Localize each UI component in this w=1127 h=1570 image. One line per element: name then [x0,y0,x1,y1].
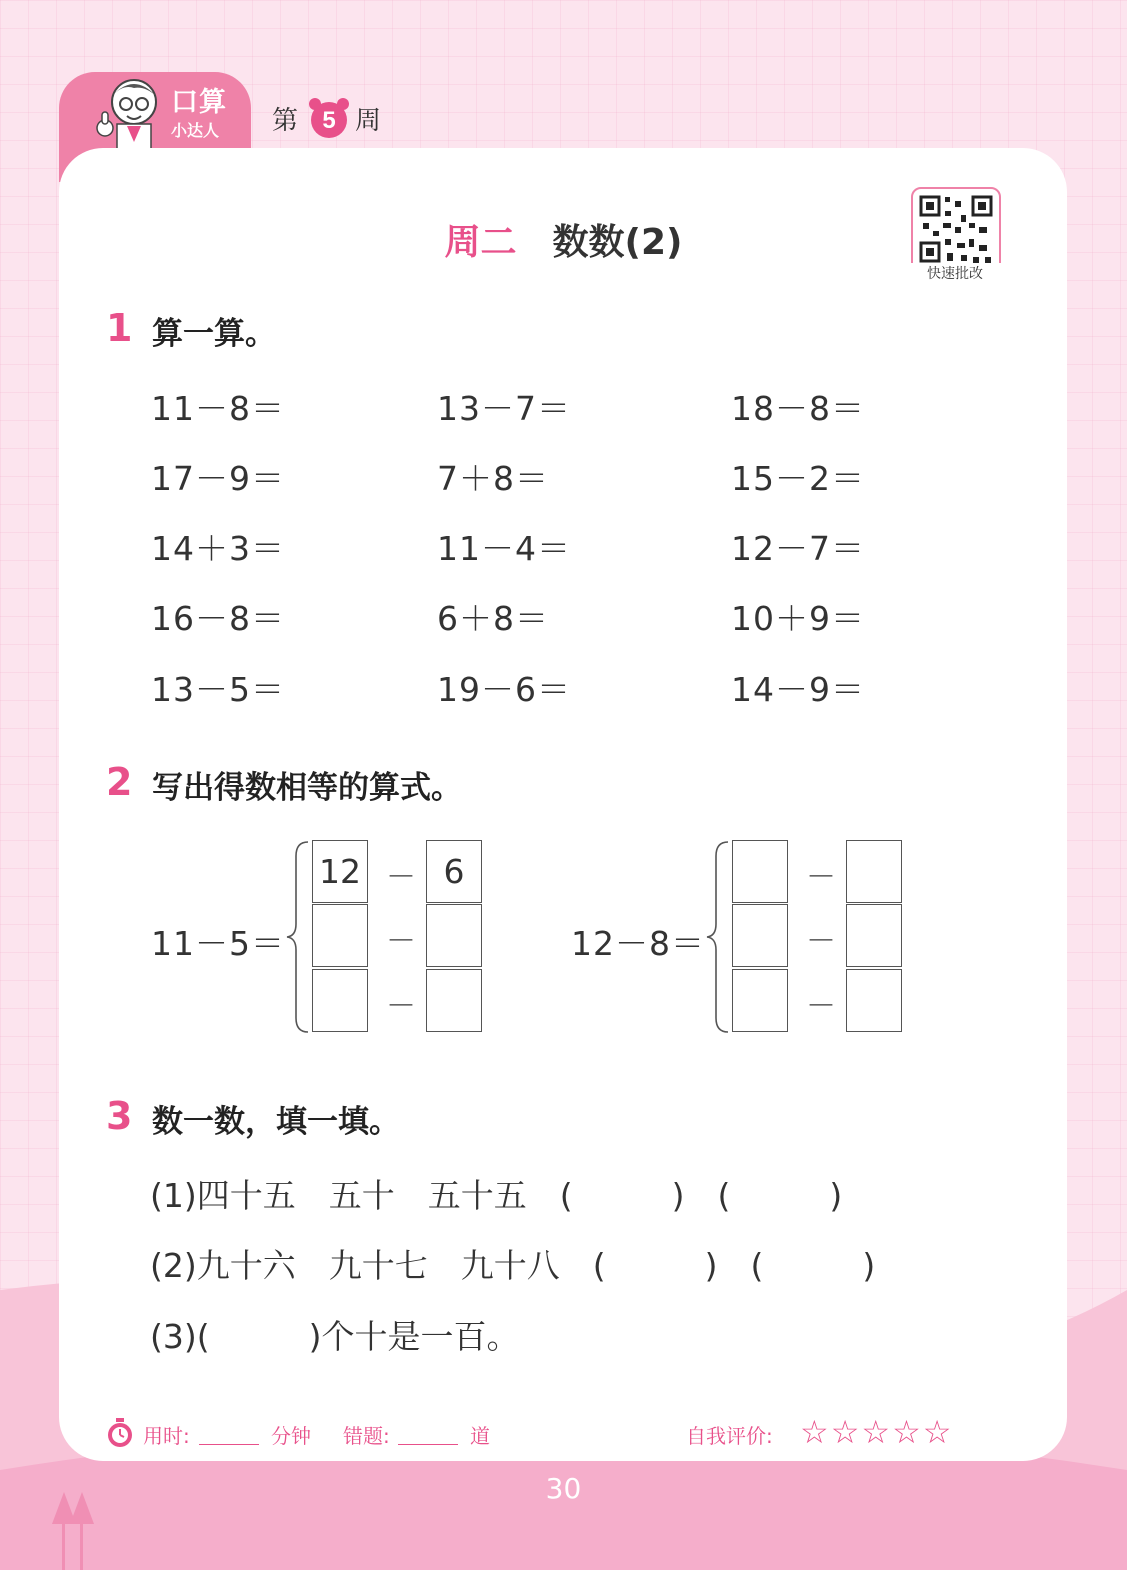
answer-box[interactable] [846,840,902,903]
answer-box[interactable] [732,969,788,1032]
answer-box[interactable]: 12 [312,840,368,903]
section-2-title: 写出得数相等的算式。 [152,770,462,806]
fill-item-1[interactable]: (1)四十五 五十 五十五 ( ) ( ) [150,1176,843,1215]
mascot-boy-icon [79,72,174,152]
minus-sign: － [386,924,416,959]
count-label: 道 [470,1424,490,1448]
minus-sign: － [386,860,416,895]
minus-sign: － [806,860,836,895]
group-1-equation: 11－5＝ [151,924,285,963]
left-brace-icon [282,840,312,1034]
section-1-number: 1 [106,306,133,350]
equation: 10＋9＝ [731,599,865,638]
self-eval-label: 自我评价: [686,1424,773,1448]
equation: 11－4＝ [437,529,571,568]
week-suffix: 周 [355,106,382,136]
answer-box[interactable] [846,969,902,1032]
brand-title: 口算 [171,87,227,118]
qr-code-icon [915,191,997,273]
qr-label: 快速批改 [905,263,1005,283]
equation: 14－9＝ [731,670,865,709]
equation: 13－5＝ [151,670,285,709]
equation: 13－7＝ [437,389,571,428]
time-blank[interactable] [199,1420,259,1445]
answer-box[interactable]: 6 [426,840,482,903]
errors-label: 错题: [343,1424,390,1448]
equation: 17－9＝ [151,459,285,498]
page-title-day: 周二 [444,222,517,263]
rating-stars[interactable]: ☆☆☆☆☆ [800,1413,954,1451]
minus-sign: － [386,989,416,1024]
section-2-number: 2 [106,760,133,804]
answer-box[interactable] [312,969,368,1032]
section-3-number: 3 [106,1094,133,1138]
errors-blank[interactable] [398,1420,458,1445]
section-3-title: 数一数，填一填。 [152,1104,400,1140]
week-number: 5 [322,107,336,134]
equation: 14＋3＝ [151,529,285,568]
answer-box[interactable] [846,904,902,967]
minutes-label: 分钟 [271,1424,311,1448]
brand-subtitle: 小达人 [171,121,220,140]
answer-box[interactable] [312,904,368,967]
equation: 19－6＝ [437,670,571,709]
section-1-title: 算一算。 [152,316,276,352]
group-2-equation: 12－8＝ [571,924,705,963]
equation: 16－8＝ [151,599,285,638]
minus-sign: － [806,924,836,959]
answer-box[interactable] [426,969,482,1032]
equation: 15－2＝ [731,459,865,498]
minus-sign: － [806,989,836,1024]
page-title-topic: 数数(2) [552,222,683,263]
left-brace-icon [702,840,732,1034]
equation: 7＋8＝ [437,459,549,498]
equation: 6＋8＝ [437,599,549,638]
time-label: 用时: [143,1424,190,1448]
alarm-clock-icon [306,96,352,142]
answer-box[interactable] [732,840,788,903]
page-number: 30 [545,1472,582,1505]
equation: 18－8＝ [731,389,865,428]
equation: 12－7＝ [731,529,865,568]
fill-item-3[interactable]: (3)( )个十是一百。 [150,1317,520,1356]
stopwatch-icon [106,1418,134,1448]
equation: 11－8＝ [151,389,285,428]
answer-box[interactable] [732,904,788,967]
fill-item-2[interactable]: (2)九十六 九十七 九十八 ( ) ( ) [150,1246,876,1285]
week-prefix: 第 [272,106,299,136]
answer-box[interactable] [426,904,482,967]
